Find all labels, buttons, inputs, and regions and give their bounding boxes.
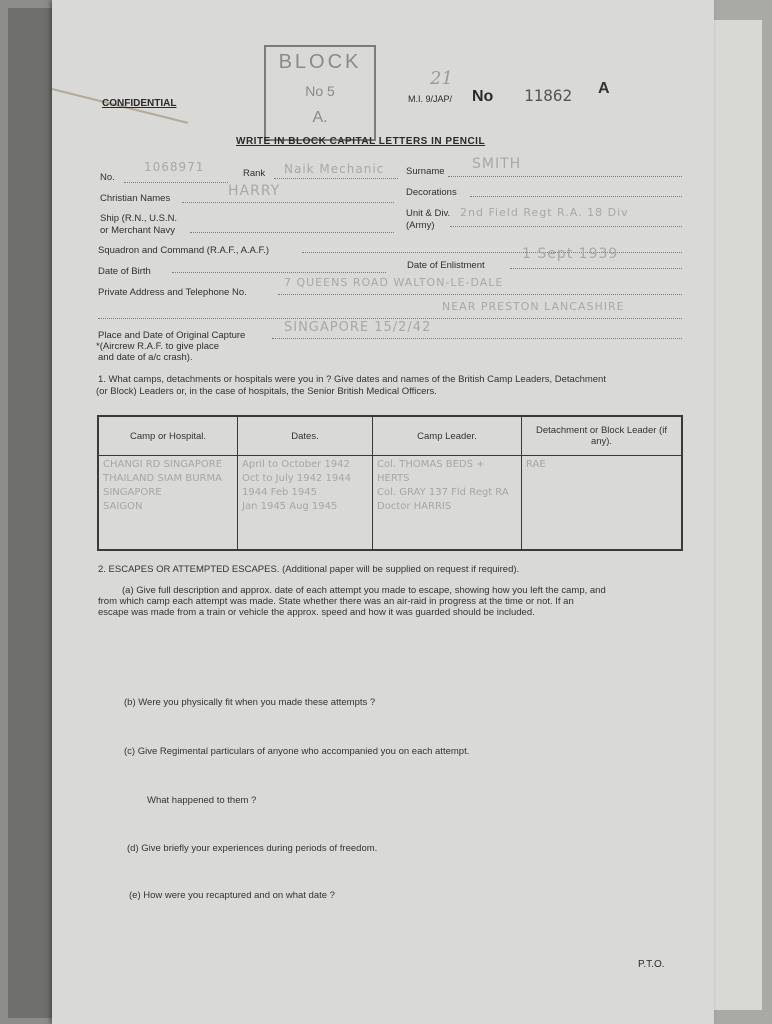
capture-label-2: *(Aircrew R.A.F. to give place [96,341,220,352]
column-header-detachment-leader: Detachment or Block Leader (if any). [522,416,683,456]
unit-label-2: (Army) [406,220,435,231]
unit-value: 2nd Field Regt R.A. 18 Div [460,206,629,219]
block-stamp [264,45,376,141]
form-reference: M.I. 9/JAP/ [408,94,453,104]
confidential-label: CONFIDENTIAL [102,98,177,109]
form-instruction: WRITE IN BLOCK CAPITAL LETTERS IN PENCIL [236,136,486,147]
pencil-mark: 21 [430,68,453,89]
table-cell: Oct to July 1942 1944 [242,473,351,484]
question-2d: (d) Give briefly your experiences during periods of freedom. [127,843,378,854]
enlistment-value: 1 Sept 1939 [522,246,619,262]
table-cell: THAILAND SIAM BURMA [103,473,222,484]
serial-number: 11862 [524,86,573,105]
unit-label-1: Unit & Div. [406,208,451,219]
question-2e: (e) How were you recaptured and on what date ? [129,890,335,901]
question-2a-line-3: escape was made from a train or vehicle the approx. speed and how it was guarded should be included. [98,607,535,618]
table-cell: Col. GRAY 137 Fld Regt RA [377,487,509,498]
question-2b: (b) Were you physically fit when you made these attempts ? [124,697,376,708]
column-header-camp: Camp or Hospital. [98,416,238,456]
form-page [52,0,714,1024]
christian-names-label: Christian Names [100,193,171,204]
question-2-title: 2. ESCAPES OR ATTEMPTED ESCAPES. (Additional paper will be supplied on request if required). [98,564,520,575]
question-2a-line-2: from which camp each attempt was made. State whether there was an air-raid in progress at the time or not. If an [98,596,574,607]
no-value: 1068971 [144,160,205,174]
dob-label: Date of Birth [98,266,151,277]
capture-label-3: and date of a/c crash). [98,352,193,363]
question-2a-line-1: (a) Give full description and approx. date of each attempt you made to escape, showing how you left the camp, and [122,585,606,596]
table-cell: April to October 1942 [242,459,350,470]
address-label: Private Address and Telephone No. [98,287,247,298]
camps-table [97,415,683,551]
question-2c: (c) Give Regimental particulars of anyone who accompanied you on each attempt. [124,746,470,757]
question-1-line-2: (or Block) Leaders or, in the case of hospitals, the Senior British Medical Officers. [96,386,437,397]
rank-value: Naik Mechanic [284,162,385,176]
table-cell: SAIGON [103,501,143,512]
stamp-line-3: A. [312,109,328,126]
christian-names-value: HARRY [228,183,281,199]
squadron-label: Squadron and Command (R.A.F., A.A.F.) [98,245,270,256]
surname-label: Surname [406,166,445,177]
capture-label-1: Place and Date of Original Capture [98,330,246,341]
ship-label-1: Ship (R.N., U.S.N. [100,213,178,224]
stamp-line-2: No 5 [305,83,335,99]
address-value-line-1: 7 QUEENS ROAD WALTON-LE-DALE [284,276,504,289]
column-header-camp-leader: Camp Leader. [373,416,522,456]
table-cell: CHANGI RD SINGAPORE [103,459,223,470]
surname-value: SMITH [472,156,522,172]
number-label: No [472,88,494,105]
table-cell: Doctor HARRIS [377,501,452,512]
serial-suffix: A [598,80,610,97]
table-cell: 1944 Feb 1945 [242,487,317,498]
table-cell: RAE [526,459,546,470]
stamp-line-1: BLOCK [278,51,362,73]
decorations-label: Decorations [406,187,457,198]
table-cell: Jan 1945 Aug 1945 [242,501,338,512]
column-header-dates: Dates. [238,416,373,456]
enlistment-label: Date of Enlistment [407,260,485,271]
table-cell: Col. THOMAS BEDS + HERTS [377,459,485,484]
pto-label: P.T.O. [638,959,665,970]
question-2c-followup: What happened to them ? [147,795,257,806]
no-label: No. [100,172,115,183]
rank-label: Rank [243,168,266,179]
ship-label-2: or Merchant Navy [100,225,175,236]
capture-value: SINGAPORE 15/2/42 [284,320,432,335]
address-value-line-2: NEAR PRESTON LANCASHIRE [442,300,625,313]
table-row [98,456,682,551]
question-1-line-1: 1. What camps, detachments or hospitals were you in ? Give dates and names of the British Camp Leaders, Detachment [98,374,606,385]
table-cell: SINGAPORE [103,487,162,498]
